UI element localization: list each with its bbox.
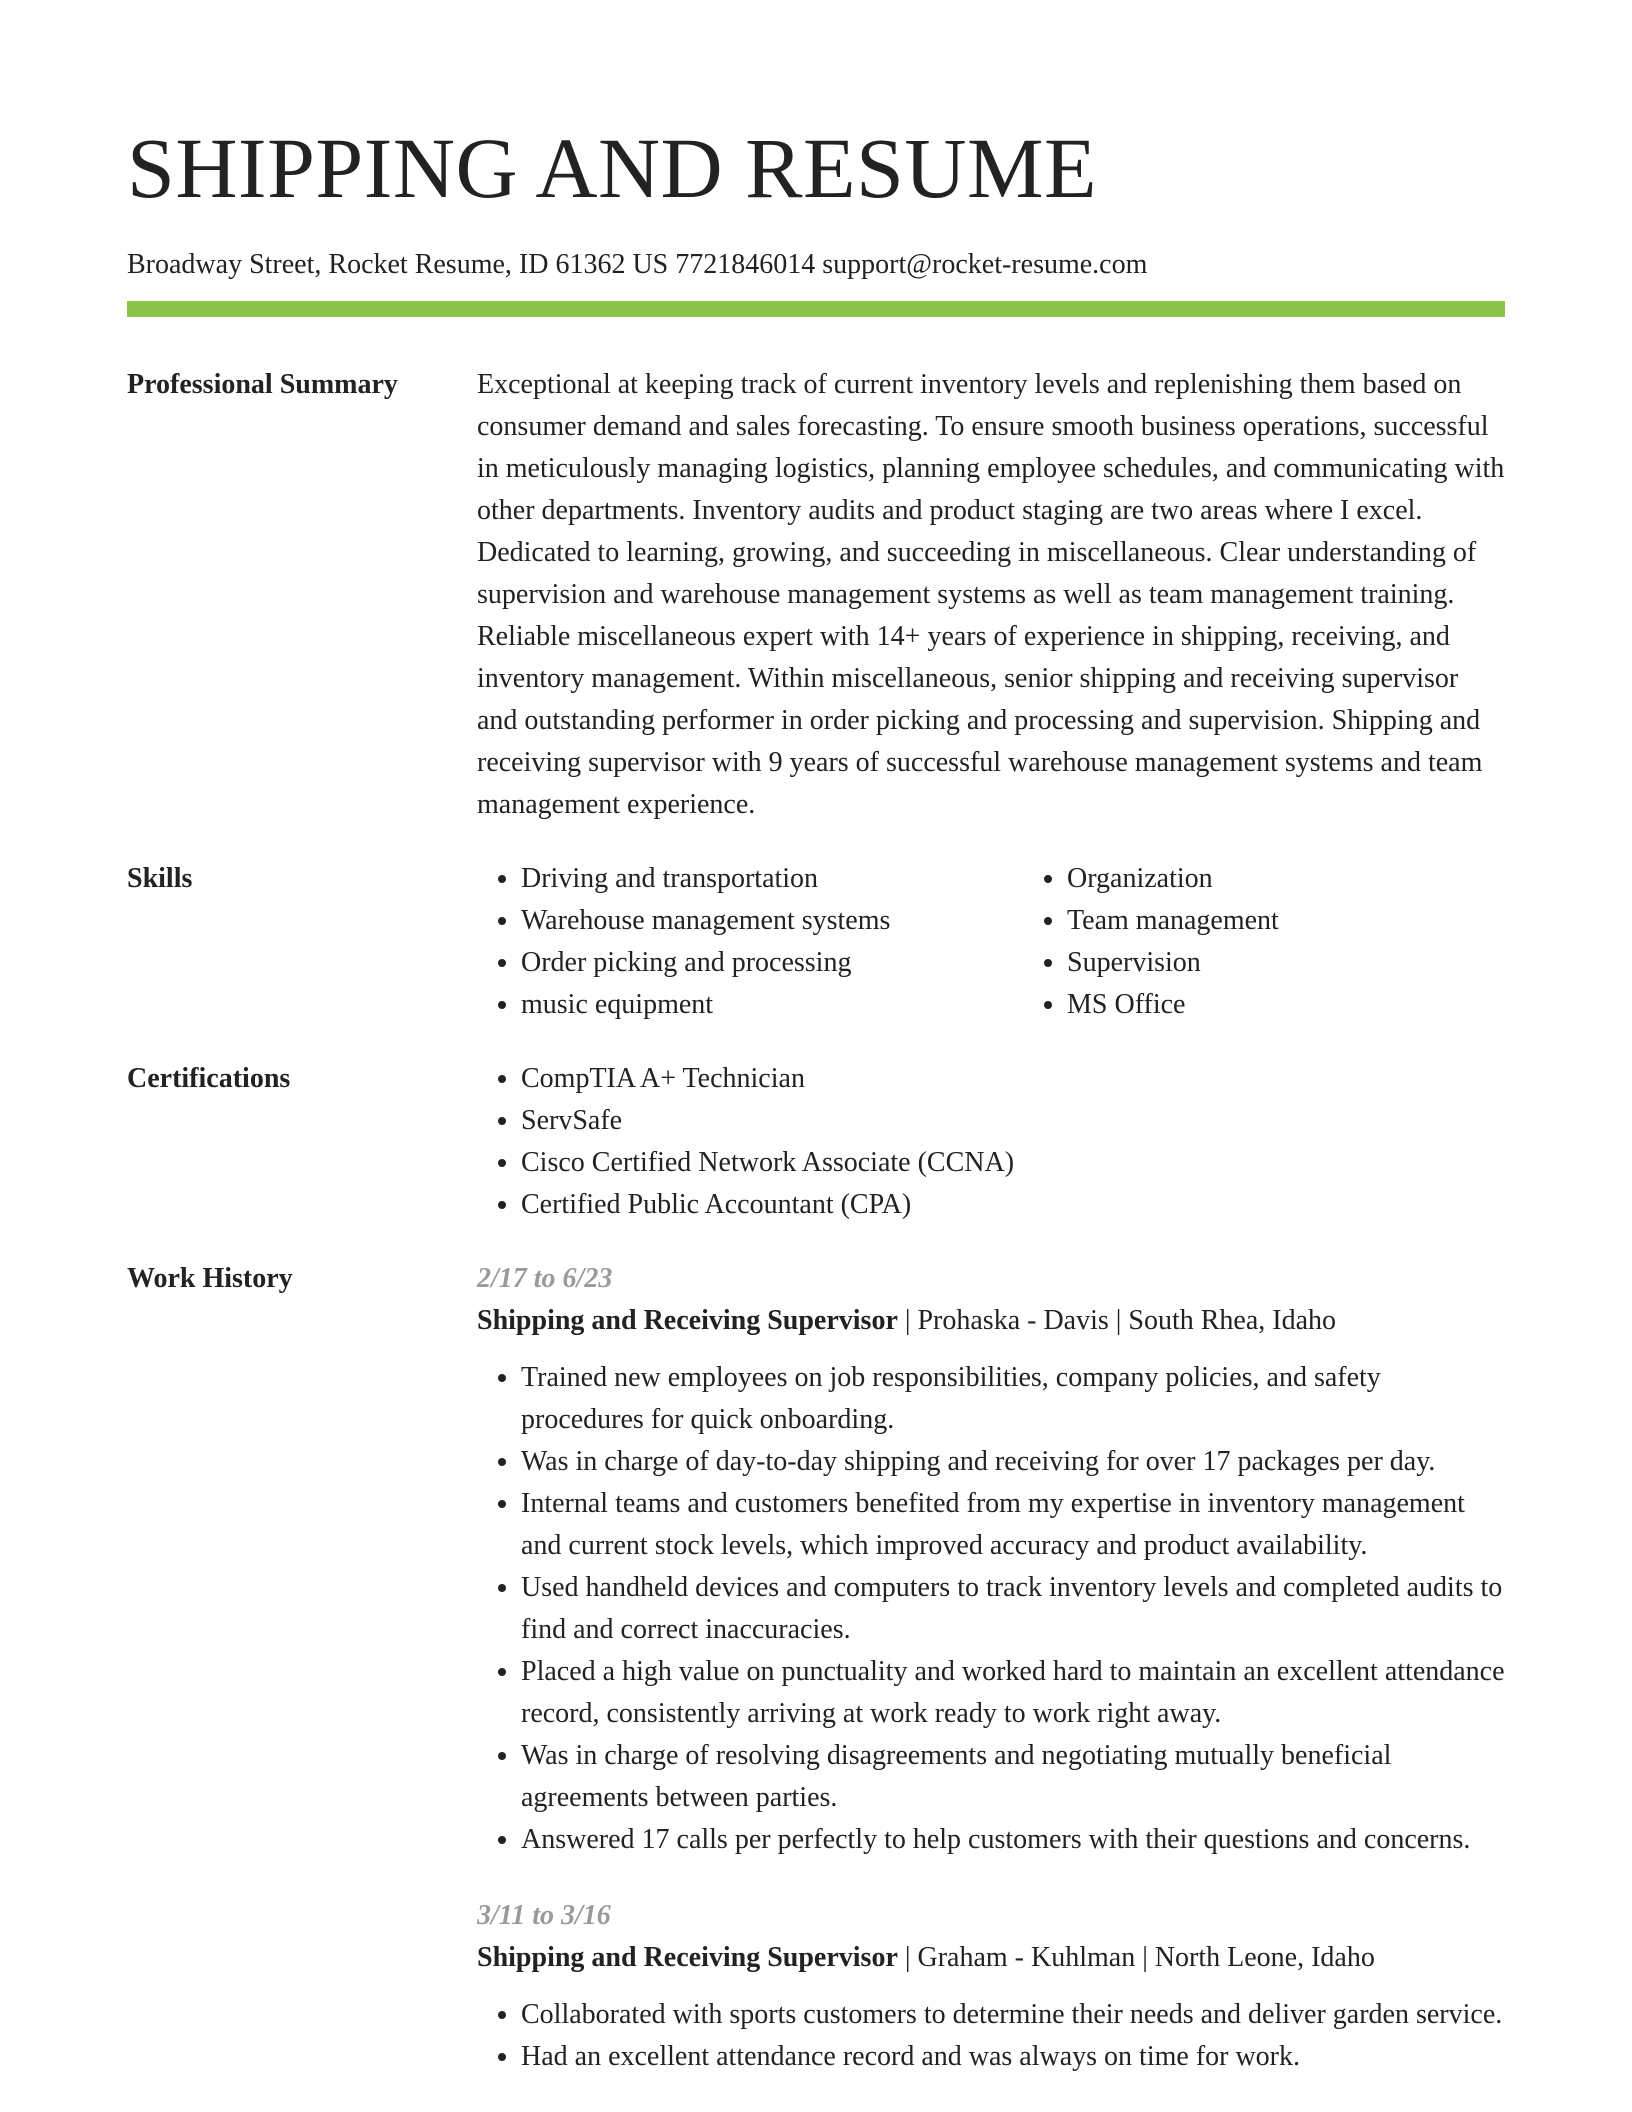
skills-list-left (477, 858, 1023, 1026)
certification-item: • ServSafe (521, 1100, 1505, 1142)
contact-line: Broadway Street, Rocket Resume, ID 61362 US 7721846014 support@rocket-resume.com (127, 249, 1148, 280)
skill-item: • Organization (1067, 858, 1505, 900)
skills-columns (477, 858, 1505, 1026)
job-details: | Graham - Kuhlman | North Leone, Idaho (897, 1942, 1375, 1973)
job-bullet: • Had an excellent attendance record and was always on time for work. (521, 2036, 1505, 2078)
job-bullets (477, 1994, 1505, 2078)
section-skills (127, 858, 1505, 1026)
section-label: Professional Summary (127, 369, 398, 400)
certification-item: • Certified Public Accountant (CPA) (521, 1184, 1505, 1226)
section-certifications (127, 1058, 1505, 1226)
skill-item: • Warehouse management systems (521, 900, 1023, 942)
job-title-line (477, 1937, 1505, 1979)
section-professional-summary (127, 364, 1505, 826)
accent-divider (127, 301, 1505, 317)
skill-item: • MS Office (1067, 984, 1505, 1026)
job-bullet: • Answered 17 calls per perfectly to help customers with their questions and concerns. (521, 1819, 1505, 1861)
job-bullet: • Collaborated with sports customers to determine their needs and deliver garden service. (521, 1994, 1505, 2036)
job-dates: 3/11 to 3/16 (477, 1900, 611, 1931)
job-bullet: • Internal teams and customers benefited from my expertise in inventory management and current stock levels, which improved accuracy and product availability. (521, 1483, 1505, 1567)
certifications-body (477, 1058, 1505, 1226)
skills-list-right (1023, 858, 1505, 1026)
summary-text: Exceptional at keeping track of current inventory levels and replenishing them based on consumer demand and sales forecasting. To ensure smooth business operations, successful in meticulously managing logistics, planning employee schedules, and communicating with other departments. Inventory audits and product staging are two areas where I excel. Dedicated to learning, growing, and succeeding in miscellaneous. Clear understanding of supervision and warehouse management systems as well as team management training. Reliable miscellaneous expert with 14+ years of experience in shipping, receiving, and inventory management. Within miscellaneous, senior shipping and receiving supervisor and outstanding performer in order picking and processing and supervision. Shipping and receiving supervisor with 9 years of successful warehouse management systems and team management experience. (477, 369, 1505, 820)
skill-item: • Team management (1067, 900, 1505, 942)
section-label: Work History (127, 1263, 293, 1294)
section-label: Certifications (127, 1063, 291, 1094)
skill-item: • Order picking and processing (521, 942, 1023, 984)
certification-item: • CompTIA A+ Technician (521, 1058, 1505, 1100)
section-label: Skills (127, 863, 193, 894)
job-entry (477, 1895, 1505, 2078)
resume-name: SHIPPING AND RESUME (127, 120, 1097, 216)
job-bullet: • Was in charge of resolving disagreements and negotiating mutually beneficial agreements between parties. (521, 1735, 1505, 1819)
skill-item: • Supervision (1067, 942, 1505, 984)
job-bullet: • Trained new employees on job responsibilities, company policies, and safety procedures for quick onboarding. (521, 1357, 1505, 1441)
job-details: | Prohaska - Davis | South Rhea, Idaho (897, 1305, 1337, 1336)
skill-item: • Driving and transportation (521, 858, 1023, 900)
certification-item: • Cisco Certified Network Associate (CCNA) (521, 1142, 1505, 1184)
job-bullet: • Placed a high value on punctuality and worked hard to maintain an excellent attendance record, consistently arriving at work ready to work right away. (521, 1651, 1505, 1735)
job-bullet: • Used handheld devices and computers to track inventory levels and completed audits to find and correct inaccuracies. (521, 1567, 1505, 1651)
job-title-line (477, 1300, 1505, 1342)
job-title: Shipping and Receiving Supervisor (477, 1942, 898, 1973)
certifications-list (477, 1058, 1505, 1226)
work-history-body (477, 1258, 1505, 2078)
job-entry (477, 1258, 1505, 1861)
job-bullet: • Was in charge of day-to-day shipping and receiving for over 17 packages per day. (521, 1441, 1505, 1483)
section-work-history (127, 1258, 1505, 2078)
job-title: Shipping and Receiving Supervisor (477, 1305, 898, 1336)
job-dates: 2/17 to 6/23 (477, 1263, 613, 1294)
job-bullets (477, 1357, 1505, 1861)
skill-item: • music equipment (521, 984, 1023, 1026)
